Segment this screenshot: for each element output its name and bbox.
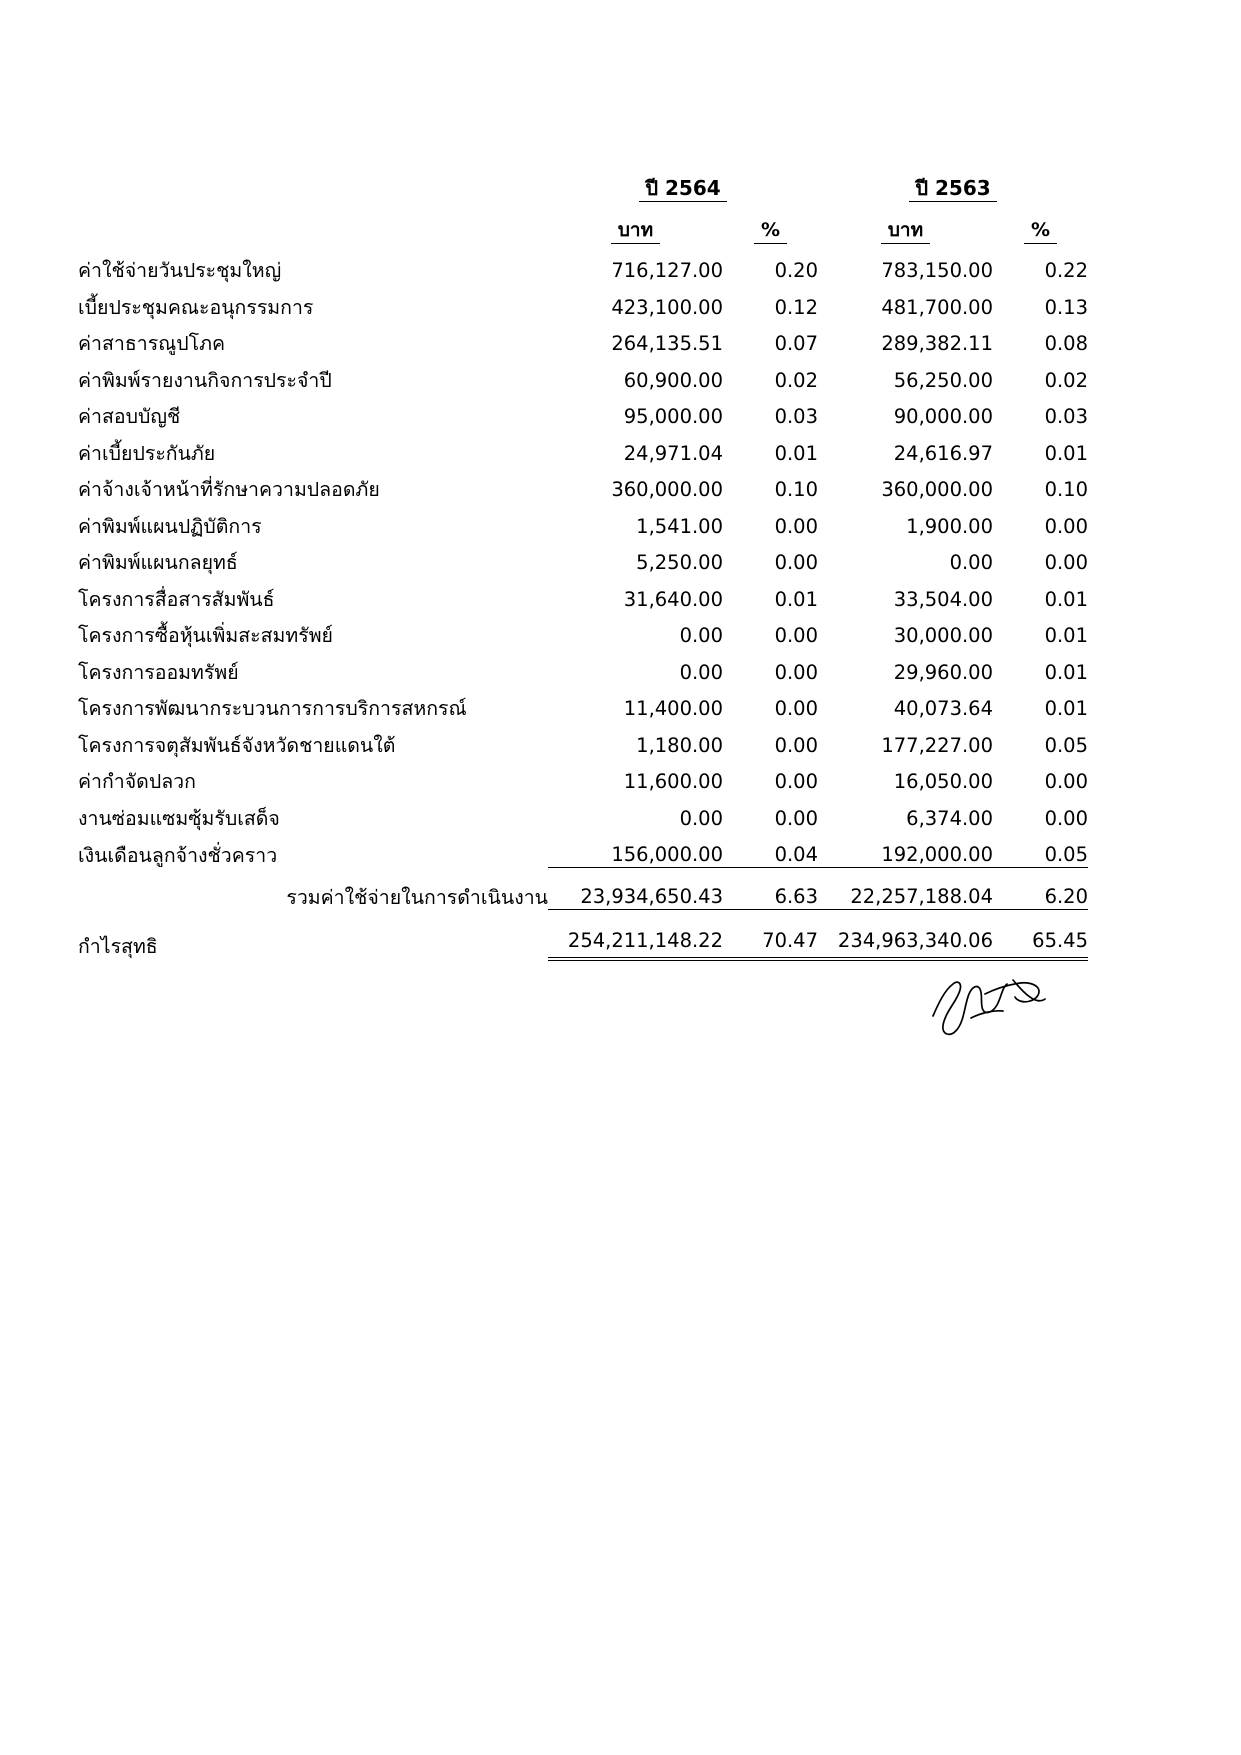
- table-row: [78, 502, 1088, 539]
- net-profit-row: [78, 909, 1088, 959]
- unit-header-baht-2564: [548, 204, 723, 246]
- table-row: [78, 611, 1088, 648]
- total-expenses-baht-2563: 22,257,188.04: [818, 867, 993, 909]
- row-baht-2564: 0.00: [679, 806, 723, 830]
- row-label: เบี้ยประชุมคณะอนุกรรมการ: [78, 295, 314, 319]
- table-row: [78, 757, 1088, 794]
- row-baht-2564: 60,900.00: [623, 368, 723, 392]
- row-pct-2563: 0.05: [1044, 733, 1088, 757]
- row-baht-2563: 24,616.97: [893, 441, 993, 465]
- row-baht-2564: 716,127.00: [611, 259, 723, 283]
- row-baht-2563: 16,050.00: [893, 770, 993, 794]
- row-baht-2564: 423,100.00: [611, 295, 723, 319]
- year-header-spacer: [78, 160, 548, 204]
- row-pct-2563: 0.03: [1044, 405, 1088, 429]
- row-pct-2564: 0.03: [774, 405, 818, 429]
- row-pct-2564: 0.00: [774, 660, 818, 684]
- row-pct-2563: 0.00: [1044, 514, 1088, 538]
- expense-statement-table: [78, 160, 1088, 961]
- unit-header-pct-2563: [993, 204, 1088, 246]
- row-pct-2564: 0.12: [774, 295, 818, 319]
- row-baht-2564: 11,400.00: [623, 697, 723, 721]
- row-pct-2564: 0.04: [774, 843, 818, 867]
- year-header-row: [78, 160, 1088, 204]
- table-row: [78, 392, 1088, 429]
- year-label-2564: ปี 2564: [639, 177, 726, 202]
- table-footer: [78, 867, 1088, 959]
- row-pct-2563: 0.02: [1044, 368, 1088, 392]
- table-row: [78, 356, 1088, 393]
- row-baht-2563: 783,150.00: [881, 259, 993, 283]
- row-pct-2564: 0.00: [774, 770, 818, 794]
- row-pct-2563: 0.13: [1044, 295, 1088, 319]
- row-label: โครงการสื่อสารสัมพันธ์: [78, 587, 275, 611]
- row-baht-2563: 481,700.00: [881, 295, 993, 319]
- row-pct-2564: 0.01: [774, 587, 818, 611]
- row-pct-2564: 0.00: [774, 806, 818, 830]
- row-pct-2563: 0.00: [1044, 770, 1088, 794]
- row-baht-2563: 33,504.00: [893, 587, 993, 611]
- row-pct-2564: 0.00: [774, 733, 818, 757]
- table-row: [78, 465, 1088, 502]
- row-baht-2563: 6,374.00: [906, 806, 993, 830]
- table-row: [78, 830, 1088, 867]
- row-pct-2563: 0.22: [1044, 259, 1088, 283]
- table-body: [78, 246, 1088, 867]
- row-label: โครงการออมทรัพย์: [78, 660, 239, 684]
- year-header-2563: [818, 160, 1088, 204]
- row-baht-2563: 29,960.00: [893, 660, 993, 684]
- row-baht-2564: 264,135.51: [611, 332, 723, 356]
- row-pct-2563: 0.01: [1044, 441, 1088, 465]
- row-baht-2563: 0.00: [949, 551, 993, 575]
- table-row: [78, 538, 1088, 575]
- row-baht-2563: 289,382.11: [881, 332, 993, 356]
- row-label: ค่าจ้างเจ้าหน้าที่รักษาความปลอดภัย: [78, 478, 380, 502]
- net-profit-baht-2564: 254,211,148.22: [548, 909, 723, 959]
- table-row: [78, 575, 1088, 612]
- row-label: โครงการจตุสัมพันธ์จังหวัดชายแดนใต้: [78, 733, 396, 757]
- row-pct-2563: 0.08: [1044, 332, 1088, 356]
- unit-label-pct-2564: %: [754, 220, 787, 244]
- year-header-2564: [548, 160, 818, 204]
- year-label-2563: ปี 2563: [909, 177, 996, 202]
- row-baht-2563: 40,073.64: [893, 697, 993, 721]
- handwritten-signature: [925, 972, 1050, 1042]
- row-baht-2564: 24,971.04: [623, 441, 723, 465]
- row-label: เงินเดือนลูกจ้างชั่วคราว: [78, 843, 278, 867]
- total-expenses-baht-2564: 23,934,650.43: [548, 867, 723, 909]
- row-pct-2563: 0.01: [1044, 660, 1088, 684]
- row-pct-2564: 0.00: [774, 624, 818, 648]
- row-label: ค่าพิมพ์แผนปฏิบัติการ: [78, 514, 262, 538]
- row-baht-2563: 177,227.00: [881, 733, 993, 757]
- net-profit-pct-2563: 65.45: [993, 909, 1088, 959]
- row-baht-2564: 11,600.00: [623, 770, 723, 794]
- row-baht-2563: 192,000.00: [881, 843, 993, 867]
- row-pct-2563: 0.10: [1044, 478, 1088, 502]
- row-pct-2564: 0.00: [774, 514, 818, 538]
- table-row: [78, 319, 1088, 356]
- row-pct-2564: 0.10: [774, 478, 818, 502]
- row-pct-2564: 0.07: [774, 332, 818, 356]
- table-row: [78, 794, 1088, 831]
- row-baht-2564: 156,000.00: [611, 843, 723, 867]
- row-pct-2564: 0.02: [774, 368, 818, 392]
- unit-label-pct-2563: %: [1024, 220, 1057, 244]
- row-pct-2563: 0.00: [1044, 806, 1088, 830]
- unit-header-baht-2563: [818, 204, 993, 246]
- unit-label-baht-2563: บาท: [881, 220, 930, 244]
- row-baht-2564: 360,000.00: [611, 478, 723, 502]
- row-pct-2563: 0.01: [1044, 697, 1088, 721]
- row-pct-2563: 0.05: [1044, 843, 1088, 867]
- row-label: ค่าเบี้ยประกันภัย: [78, 441, 216, 465]
- row-baht-2563: 1,900.00: [906, 514, 993, 538]
- row-label: ค่าพิมพ์แผนกลยุทธ์: [78, 551, 238, 575]
- row-baht-2564: 0.00: [679, 660, 723, 684]
- row-pct-2564: 0.01: [774, 441, 818, 465]
- row-baht-2564: 31,640.00: [623, 587, 723, 611]
- row-label: ค่าสาธารณูปโภค: [78, 332, 226, 356]
- unit-header-pct-2564: [723, 204, 818, 246]
- row-label: ค่าพิมพ์รายงานกิจการประจำปี: [78, 368, 332, 392]
- row-pct-2564: 0.20: [774, 259, 818, 283]
- table-row: [78, 648, 1088, 685]
- row-baht-2564: 5,250.00: [636, 551, 723, 575]
- row-label: งานซ่อมแซมซุ้มรับเสด็จ: [78, 806, 280, 830]
- row-pct-2563: 0.01: [1044, 624, 1088, 648]
- table-row: [78, 721, 1088, 758]
- row-label: ค่าสอบบัญชี: [78, 405, 181, 429]
- row-label: ค่าใช้จ่ายวันประชุมใหญ่: [78, 259, 282, 283]
- table-row: [78, 246, 1088, 283]
- row-pct-2564: 0.00: [774, 551, 818, 575]
- net-profit-label: กำไรสุทธิ: [78, 935, 158, 959]
- total-expenses-label: รวมค่าใช้จ่ายในการดำเนินงาน: [286, 885, 548, 909]
- total-expenses-row: [78, 867, 1088, 909]
- unit-label-baht-2564: บาท: [611, 220, 660, 244]
- total-expenses-pct-2563: 6.20: [993, 867, 1088, 909]
- total-expenses-pct-2564: 6.63: [723, 867, 818, 909]
- row-baht-2563: 360,000.00: [881, 478, 993, 502]
- row-baht-2564: 95,000.00: [623, 405, 723, 429]
- row-baht-2563: 30,000.00: [893, 624, 993, 648]
- row-baht-2564: 0.00: [679, 624, 723, 648]
- row-label: โครงการซื้อหุ้นเพิ่มสะสมทรัพย์: [78, 624, 333, 648]
- net-profit-baht-2563: 234,963,340.06: [818, 909, 993, 959]
- row-pct-2563: 0.01: [1044, 587, 1088, 611]
- unit-header-spacer: [78, 204, 548, 246]
- net-profit-pct-2564: 70.47: [723, 909, 818, 959]
- table-header: [78, 160, 1088, 246]
- table-row: [78, 283, 1088, 320]
- row-baht-2564: 1,180.00: [636, 733, 723, 757]
- row-pct-2563: 0.00: [1044, 551, 1088, 575]
- row-baht-2563: 56,250.00: [893, 368, 993, 392]
- row-label: ค่ากำจัดปลวก: [78, 770, 196, 794]
- unit-header-row: [78, 204, 1088, 246]
- table-row: [78, 684, 1088, 721]
- row-label: โครงการพัฒนากระบวนการการบริการสหกรณ์: [78, 697, 467, 721]
- row-pct-2564: 0.00: [774, 697, 818, 721]
- table-row: [78, 429, 1088, 466]
- row-baht-2563: 90,000.00: [893, 405, 993, 429]
- row-baht-2564: 1,541.00: [636, 514, 723, 538]
